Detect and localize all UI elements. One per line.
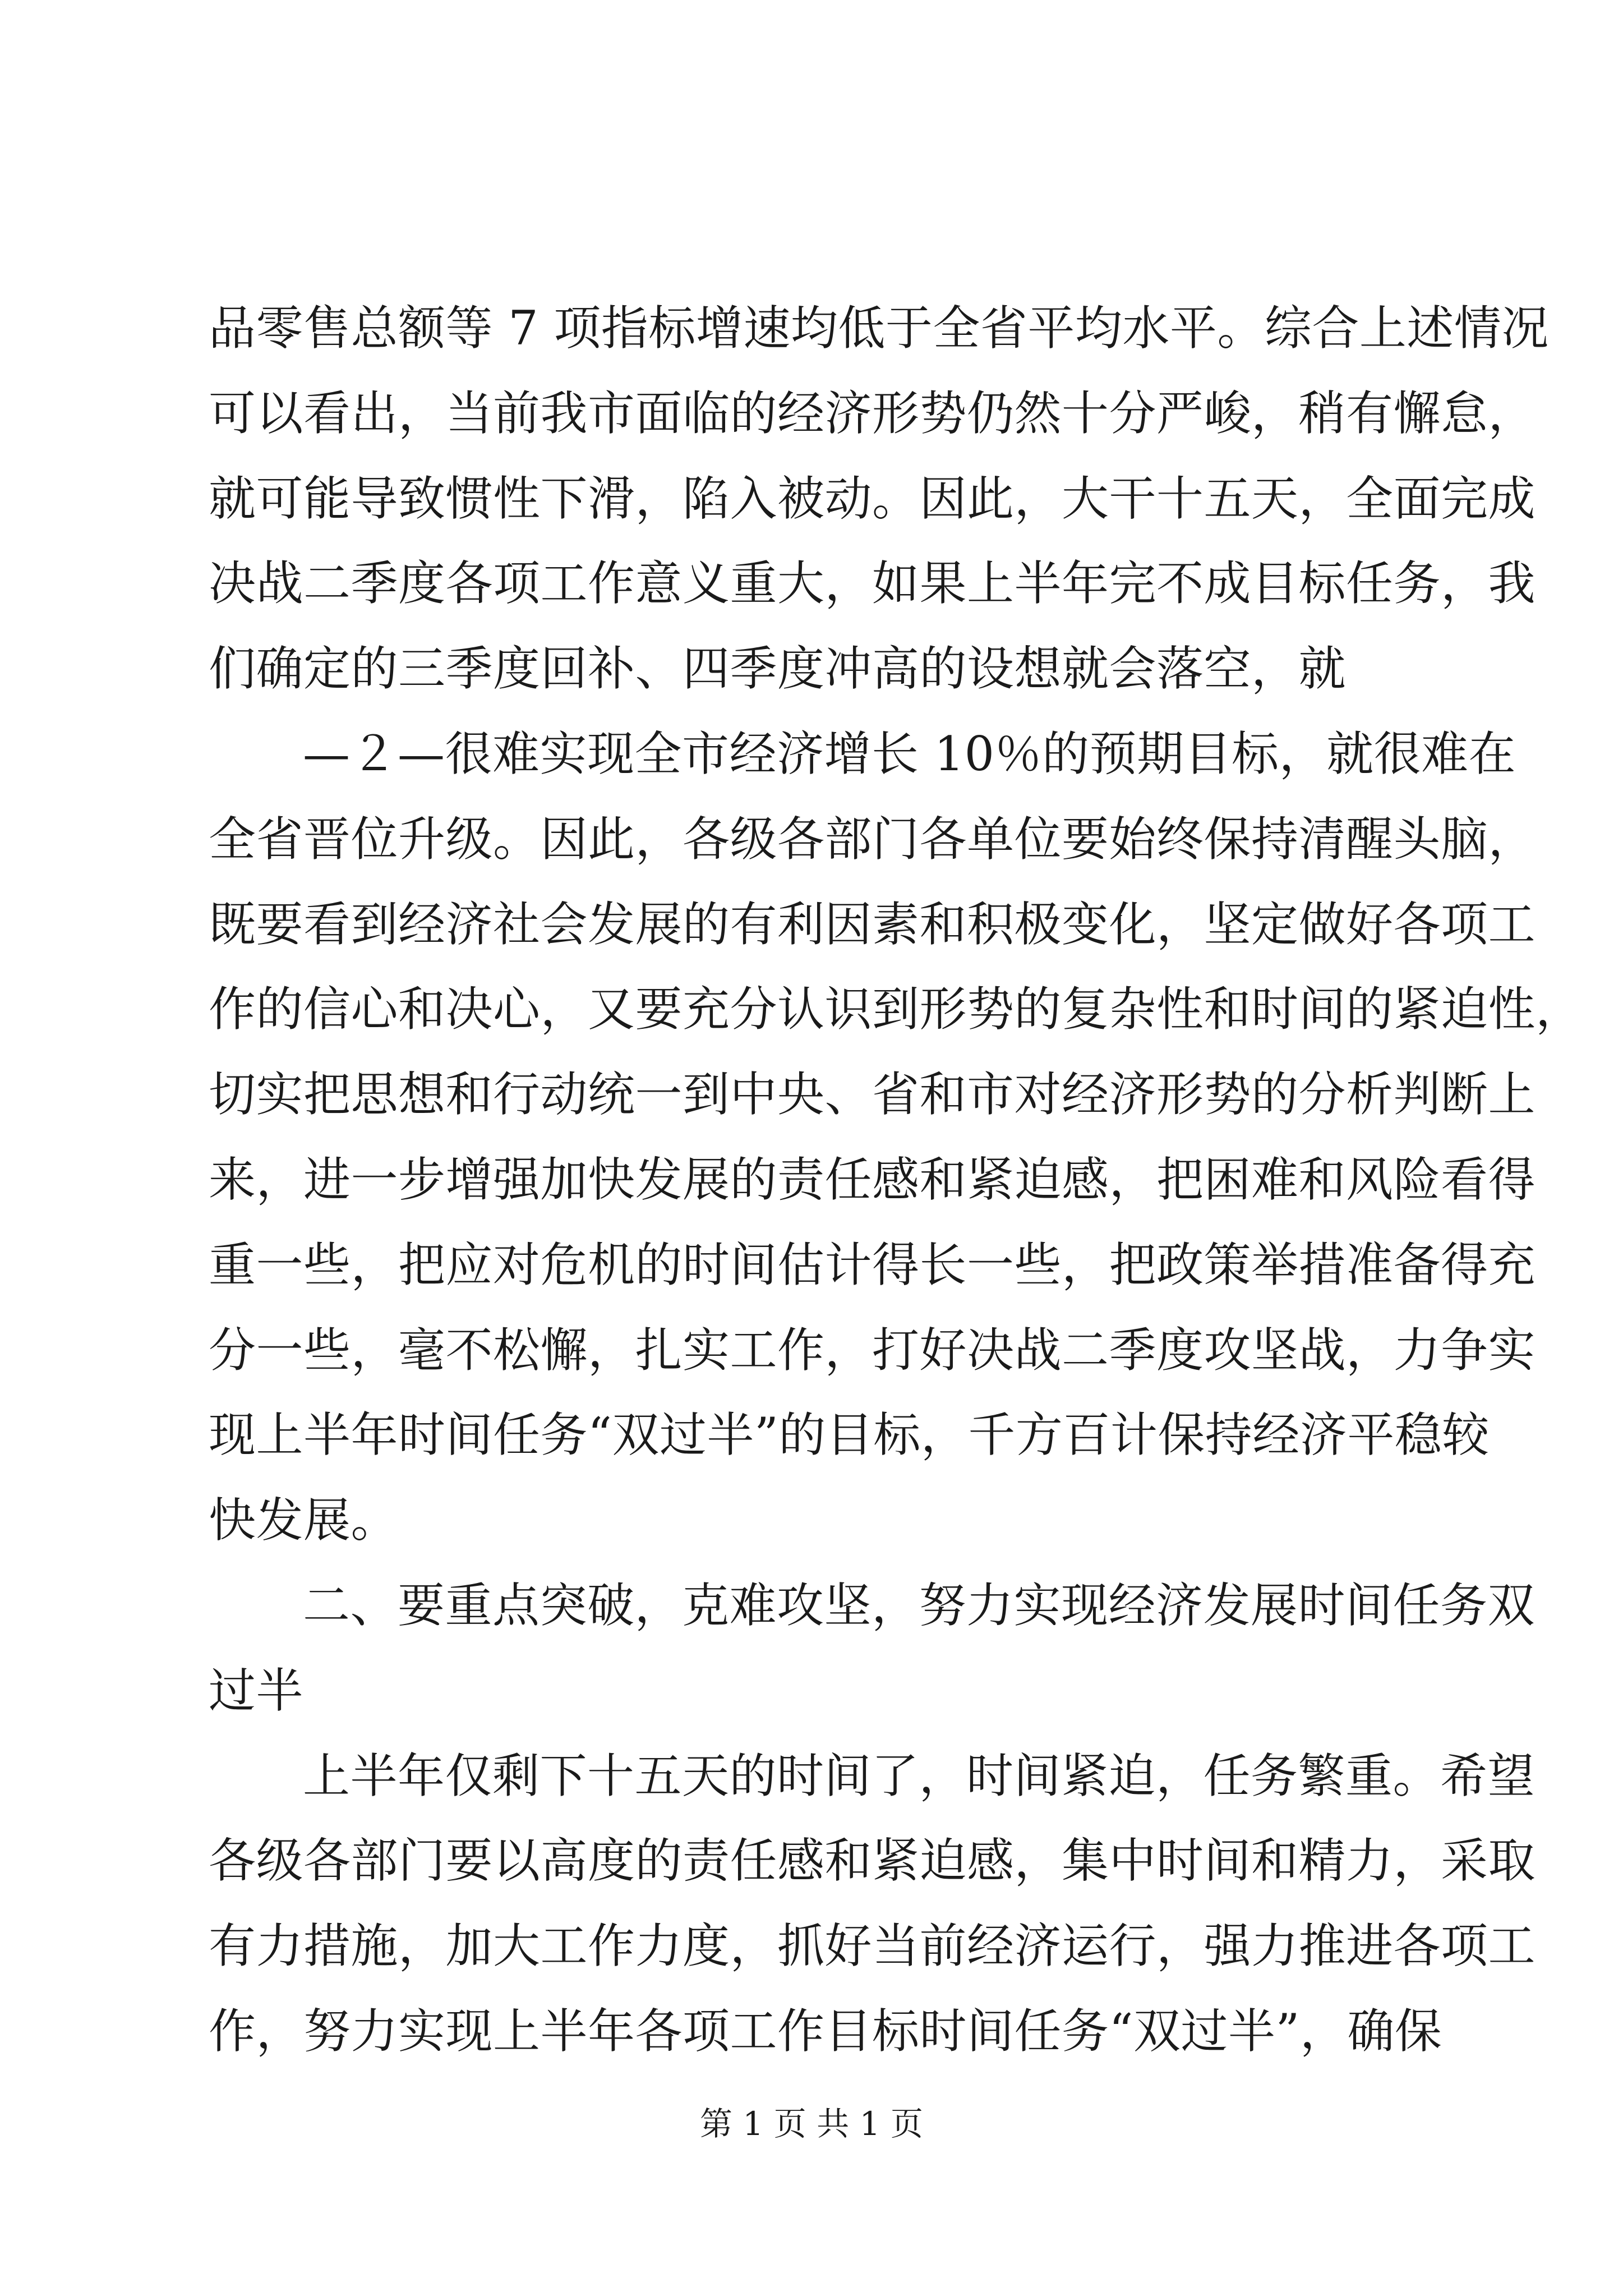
text-line: 们确定的三季度回补、四季度冲高的设想就会落空，就 — [209, 641, 1347, 697]
text-line: 切实把思想和行动统一到中央、省和市对经济形势的分析判断上 — [209, 1067, 1536, 1122]
text-line: —２—很难实现全市经济增长 10％的预期目标，就很难在 — [303, 726, 1516, 781]
text-line: 有力措施，加大工作力度，抓好当前经济运行，强力推进各项工 — [209, 1918, 1536, 1974]
text-line: 分一些，毫不松懈，扎实工作，打好决战二季度攻坚战，力争实 — [209, 1322, 1536, 1378]
text-line: 就可能导致惯性下滑，陷入被动。因此，大干十五天，全面完成 — [209, 471, 1536, 526]
text-line: 既要看到经济社会发展的有利因素和积极变化，坚定做好各项工 — [209, 896, 1536, 952]
text-line: 作，努力实现上半年各项工作目标时间任务“双过半”，确保 — [209, 2004, 1442, 2059]
text-line: 来，进一步增强加快发展的责任感和紧迫感，把困难和风险看得 — [209, 1152, 1536, 1207]
text-line: 全省晋位升级。因此，各级各部门各单位要始终保持清醒头脑， — [209, 811, 1536, 867]
text-line: 决战二季度各项工作意义重大，如果上半年完不成目标任务，我 — [209, 556, 1536, 611]
text-line: 作的信心和决心，又要充分认识到形势的复杂性和时间的紧迫性， — [209, 982, 1583, 1037]
text-line: 上半年仅剩下十五天的时间了，时间紧迫，任务繁重。希望 — [303, 1748, 1536, 1803]
text-line: 各级各部门要以高度的责任感和紧迫感，集中时间和精力，采取 — [209, 1833, 1536, 1889]
text-line: 现上半年时间任务“双过半”的目标，千方百计保持经济平稳较 — [209, 1407, 1490, 1463]
page-footer: 第 1 页 共 1 页 — [700, 2105, 923, 2143]
text-line: 重一些，把应对危机的时间估计得长一些，把政策举措准备得充 — [209, 1237, 1536, 1292]
text-line: 品零售总额等 7 项指标增速均低于全省平均水平。综合上述情况 — [209, 301, 1549, 356]
text-line: 快发展。 — [209, 1493, 399, 1548]
text-line: 可以看出，当前我市面临的经济形势仍然十分严峻，稍有懈怠， — [209, 385, 1536, 441]
section-heading-line: 二、要重点突破，克难攻坚，努力实现经济发展时间任务双 — [303, 1578, 1536, 1633]
section-heading-line: 过半 — [209, 1663, 304, 1718]
